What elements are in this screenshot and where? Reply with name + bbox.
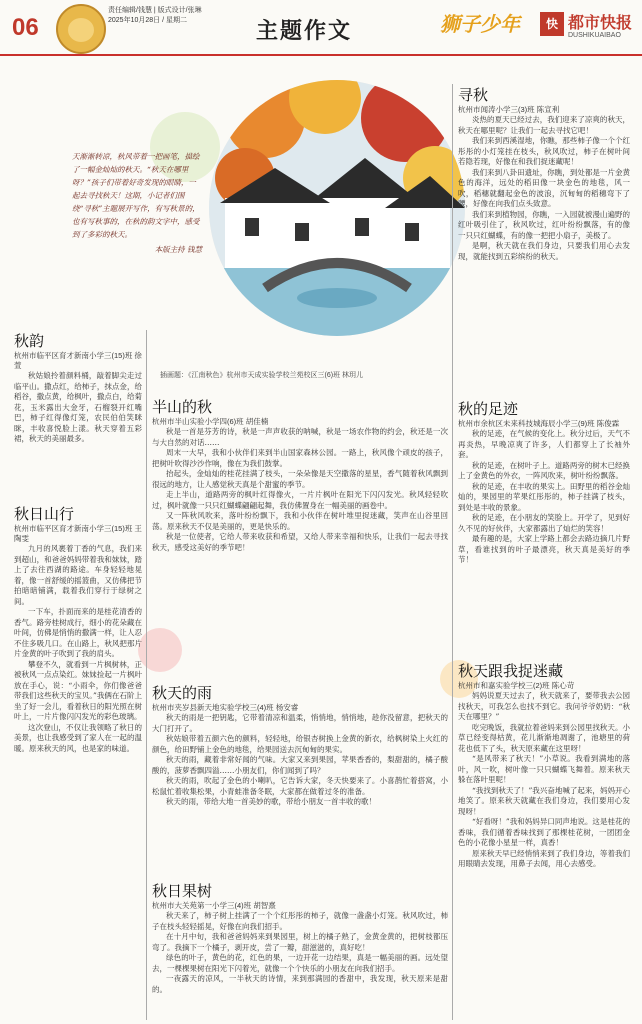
column-divider bbox=[146, 330, 147, 1020]
article-byline: 杭州市夹岁县新天地实验学校三(4)班 杨安睿 bbox=[152, 703, 299, 712]
header-rule bbox=[0, 54, 642, 56]
article-body bbox=[458, 115, 630, 262]
paragraph: 秋的足迹，在气候的变化上。秋分过后，天气不再炎热，早晚凉爽了许多，人们都穿上了长袖外套。 bbox=[458, 429, 630, 459]
page-header bbox=[0, 0, 642, 58]
page-number: 06 bbox=[12, 14, 39, 41]
section-title: 主题作文 bbox=[256, 18, 353, 44]
logo-en: DUSHIKUAIBAO bbox=[568, 32, 621, 39]
paragraph: 秋天来了，柿子树上挂满了一个个红彤彤的柿子，就像一盏盏小灯笼。秋风吹过，柿子在枝头轻轻摇晃，好像在向我们招手。 bbox=[152, 911, 448, 931]
editors-line: 责任编辑/钱慧 | 版式设计/张琳 bbox=[108, 7, 202, 14]
article-banshan bbox=[152, 396, 448, 553]
paragraph: “我找到秋天了！”我兴奋地喊了起来，妈妈开心地笑了。原来秋天就藏在我们身边，我们要用心发现呀！ bbox=[458, 785, 630, 816]
paragraph: 周末一大早，我和小伙伴们来到半山国家森林公园。一路上，秋风像个顽皮的孩子，把树叶吹得沙沙作响，像在为我们鼓掌。 bbox=[152, 448, 448, 468]
article-body bbox=[152, 713, 448, 808]
intro-signature: 本版主持 钱慧 bbox=[154, 245, 202, 254]
paragraph: 妈妈说夏天过去了，秋天就来了，要带我去公园找秋天，可我怎么也找不到它。我问爷爷奶奶：“秋天在哪里？” bbox=[458, 691, 630, 721]
article-byline: 杭州市余杭区未来科技城海辰小学三(9)班 陈俊霖 bbox=[458, 419, 620, 428]
article-byline: 杭州市临平区育才新南小学三(15)班 徐萱 bbox=[14, 351, 142, 370]
article-body bbox=[14, 371, 142, 445]
paragraph: 秋是一位使者，它给人带来收获和希望，又给人带来幸福和快乐，让我们一起去寻找秋天，感受这美好的季节吧！ bbox=[152, 532, 448, 552]
paragraph: 秋天的雨，藏着非常好闻的气味。大家又来到果园，苹果香香的，梨甜甜的，橘子酸酸的，菠萝香飘四溢……小朋友们，你们闻到了吗？ bbox=[152, 755, 448, 775]
painting-illustration bbox=[205, 58, 470, 368]
article-title: 秋韵 bbox=[14, 332, 45, 350]
editor-meta bbox=[108, 6, 202, 26]
paragraph: 又一阵秋风吹来，落叶纷纷飘下，我和小伙伴在树叶堆里捉迷藏，笑声在山谷里回荡。原来秋天不仅是美丽的，更是快乐的。 bbox=[152, 511, 448, 531]
column-divider bbox=[452, 84, 453, 1020]
paragraph: 这次登山，不仅让我领略了秋日的美景，也让我感受到了家人在一起的温暖。原来秋天的风，也是家的味道。 bbox=[14, 722, 142, 753]
article-byline: 杭州市临平区育才新南小学三(15)班 王陶雯 bbox=[14, 524, 142, 543]
paragraph: 秋姑娘拎着颜料桶，敲着脚尖走过临平山。撒点红，给柿子，抹点金，给稻谷，撒点黄，给枫叶，撒点白，给菊花，玉米露出大金牙，石榴裂开红嘴巴，柿子红得像灯笼，农民伯伯笑眯眯，丰收喜悦脸上漾。秋天穿着五彩裙，秋天的美丽最多。 bbox=[14, 371, 142, 443]
article-qiu-de-zuji bbox=[458, 398, 630, 566]
paragraph: 炎热的夏天已经过去，我们迎来了凉爽的秋天，秋天在哪里呢？让我们一起去寻找它吧！ bbox=[458, 115, 630, 135]
article-body bbox=[152, 911, 448, 995]
logo-name: 都市快报 bbox=[568, 15, 633, 32]
article-qiuyun bbox=[14, 330, 142, 445]
paragraph: 秋的足迹，在小朋友的笑脸上。开学了，见到好久不见的好伙伴，大家都露出了灿烂的笑容！ bbox=[458, 513, 630, 533]
article-title: 秋日山行 bbox=[14, 505, 75, 523]
paragraph: 秋是一首是芬芳的诗，秋是一声声收获的呐喊，秋是一场农作物的约会，秋还是一次与大自然的对话…… bbox=[152, 427, 448, 447]
paragraph: 九月的风裹着丁香的气息，我们来到超山，和爸爸妈妈带着我和妹妹，踏上了去往西湖的路途。车身轻轻地晃着，像一首舒缓的摇篮曲，又仿佛把节拍暗暗铺满，载着我们穿行于绿树之间。 bbox=[14, 544, 142, 606]
lion-mascot-icon bbox=[56, 4, 106, 54]
paragraph: 秋天的雨是一把钥匙，它带着清凉和温柔，悄悄地，悄悄地，趁你没留意，把秋天的大门打开了。 bbox=[152, 713, 448, 733]
article-byline: 杭州市大关苑第一小学三(4)班 胡智熹 bbox=[152, 901, 276, 910]
article-body bbox=[458, 691, 630, 870]
newspaper-logo bbox=[540, 8, 636, 48]
paragraph: 一下车，扑面而来的是桂花清香的香气。路旁桂树成行，细小的花朵藏在叶间，仿佛是悄悄的撒满一样，让人忍不住多吸几口。在山路上，秋风把那片片金黄的叶子吹到了我的肩头。 bbox=[14, 607, 142, 658]
article-title: 秋天的雨 bbox=[152, 684, 213, 702]
painting bbox=[205, 58, 470, 368]
article-body bbox=[14, 544, 142, 754]
article-byline: 杭州市和嘉实验学校三(2)班 陈心苛 bbox=[458, 681, 575, 690]
editor-intro bbox=[72, 150, 202, 256]
paragraph: 秋的足迹，在丰收的果实上。田野里的稻谷金灿灿的，果园里的苹果红彤彤的，柿子挂满了枝头，到处是丰收的景象。 bbox=[458, 481, 630, 512]
article-title: 秋的足迹 bbox=[458, 400, 519, 418]
article-title: 半山的秋 bbox=[152, 398, 213, 416]
painting-caption: 插画题：《江南秋色》杭州市天成实验学校兰苑校区三(6)班 林玥儿 bbox=[160, 372, 363, 379]
article-title: 秋日果树 bbox=[152, 882, 213, 900]
paragraph: 原来秋天早已经悄悄来到了我们身边，等着我们用眼睛去发现，用鼻子去闻，用心去感受。 bbox=[458, 848, 630, 868]
paragraph: “是风带来了秋天！”小草说。我看到满地的落叶，风一吹，树叶像一只只蝴蝶飞舞着。原来秋天躲在落叶里呢！ bbox=[458, 754, 630, 784]
brand-title: 狮子少年 bbox=[440, 14, 520, 36]
logo-mark-icon: 快 bbox=[540, 12, 564, 36]
paragraph: 一夜露天的凉风，一半秋天的诗情，来到那满园的香甜中，我发现，秋天原来是甜的。 bbox=[152, 974, 448, 994]
article-byline: 杭州市闻涛小学三(3)班 陈宣利 bbox=[458, 105, 560, 114]
paragraph: 秋的足迹，在树叶子上。道路两旁的树木已经换上了金黄色的外衣，一阵风吹来，树叶纷纷飘落。 bbox=[458, 460, 630, 480]
date-line: 2025年10月28日 / 星期二 bbox=[108, 17, 187, 24]
paragraph: 我们来到西溪湿地，你瞧，那些柿子像一个个红彤彤的小灯笼挂在枝头，秋风吹过，柿子在树叶间若隐若现，好像在和我们捉迷藏呢！ bbox=[458, 136, 630, 166]
paragraph: “好看呀！”我和妈妈异口同声地说。这是桂花的香味，我们循着香味找到了那棵桂花树，一团团金色的小花像小星星一样，真香！ bbox=[458, 817, 630, 847]
paragraph: 我们来到八卦田遗址，你瞧，到处都是一片金黄色的海洋，远处的稻田像一块金色的地毯，风一吹，稻穗就翻起金色的波浪，沉甸甸的稻穗弯下了腰，好像在向我们点头致意。 bbox=[458, 167, 630, 208]
paragraph: 在十月中旬，我和爸爸妈妈来到果园里，树上的橘子熟了，金黄金黄的，把树枝都压弯了。我摘下一个橘子，剥开皮，尝了一瓣，甜滋滋的，真好吃！ bbox=[152, 932, 448, 952]
article-body bbox=[458, 429, 630, 566]
paragraph: 绿色的叶子，黄色的花，红色的果，一边开花一边结果，真是一幅美丽的画。远处望去，一棵棵果树在阳光下闪着光，就像一个个快乐的小朋友在向我们招手。 bbox=[152, 953, 448, 973]
paragraph: 秋天的雨，带给大地一首美妙的歌，带给小朋友一首丰收的歌！ bbox=[166, 797, 376, 806]
paragraph: 秋姑娘带着五颜六色的颜料，轻轻地，给银杏树换上金黄的新衣，给枫树染上火红的颜色，给田野铺上金色的地毯，给果园送去沉甸甸的果实。 bbox=[152, 734, 448, 754]
paragraph: 攀登不久，就看到一片枫树林，正被秋风一点点染红。妹妹捡起一片枫叶放在手心，说：“小雨伞，你们像爸爸带我们这些秋天的宝贝。”我俩在石阶上坐了好一会儿，看着秋日的阳光照在树叶上，一片片像闪闪发光的彩色玻璃。 bbox=[14, 659, 142, 721]
paragraph: 是啊，秋天就在我们身边，只要我们用心去发现，就能找到五彩缤纷的秋天。 bbox=[458, 241, 630, 261]
paragraph: 最有趣的是，大家上学路上都会去路边摘几片野草，看谁找到的叶子最漂亮，秋天真是美好的季节！ bbox=[458, 534, 630, 564]
article-qiutian-de-yu bbox=[152, 682, 448, 808]
article-byline: 杭州市半山实验小学四(6)班 胡佳楠 bbox=[152, 417, 269, 426]
article-qiuri-shanxing bbox=[14, 503, 142, 754]
paragraph: 走上半山，道路两旁的枫叶红得像火，一片片枫叶在阳光下闪闪发光。秋风轻轻吹过，枫叶就像一只只红蝴蝶翩翩起舞，我仿佛置身在一幅美丽的画卷中。 bbox=[152, 490, 448, 510]
paragraph: 我们来到植物园，你瞧，一入园就被漫山遍野的红叶吸引住了，秋风吹过，红叶纷纷飘落，有的像一只只红蝴蝶，有的像一把把小扇子，美极了。 bbox=[458, 209, 630, 240]
article-title: 寻秋 bbox=[458, 86, 489, 104]
intro-text: 天渐渐转凉，秋风带着一把画笔，描绘了一幅金灿灿的秋天。“秋天在哪里呀？”孩子们带着好奇发现的眼睛，一起去寻找秋天！这期，小记者们围绕“寻秋”主题展开写作，有写秋景的，也有写秋事的，在秋的韵文字中，感受到了多彩的秋天。 bbox=[72, 152, 200, 239]
paragraph: 吃完晚饭，我就拉着爸妈来到公园里找秋天。小草已经变得枯黄，花儿渐渐地凋谢了，池塘里的荷花也低下了头，秋天原来藏在这里呀！ bbox=[458, 722, 630, 753]
article-xunqiu bbox=[458, 84, 630, 262]
article-title: 秋天跟我捉迷藏 bbox=[458, 662, 564, 680]
paragraph: 秋天的雨，吹起了金色的小喇叭，它告诉大家，冬天快要来了。小喜鹊忙着搭窝，小松鼠忙着收集松果，小青蛙准备冬眠，大家都在做着过冬的准备。 bbox=[152, 776, 448, 796]
deco-circle bbox=[138, 628, 182, 672]
article-qiuri-guoyuan bbox=[152, 880, 448, 995]
article-body bbox=[152, 427, 448, 553]
paragraph: 抬起头，金灿灿的桂花挂满了枝头，一朵朵像是天空撒落的星星，香气随着秋风飘到很远的地方，让人感觉秋天真是个甜蜜的季节。 bbox=[152, 469, 448, 489]
article-zhuomicang bbox=[458, 660, 630, 870]
